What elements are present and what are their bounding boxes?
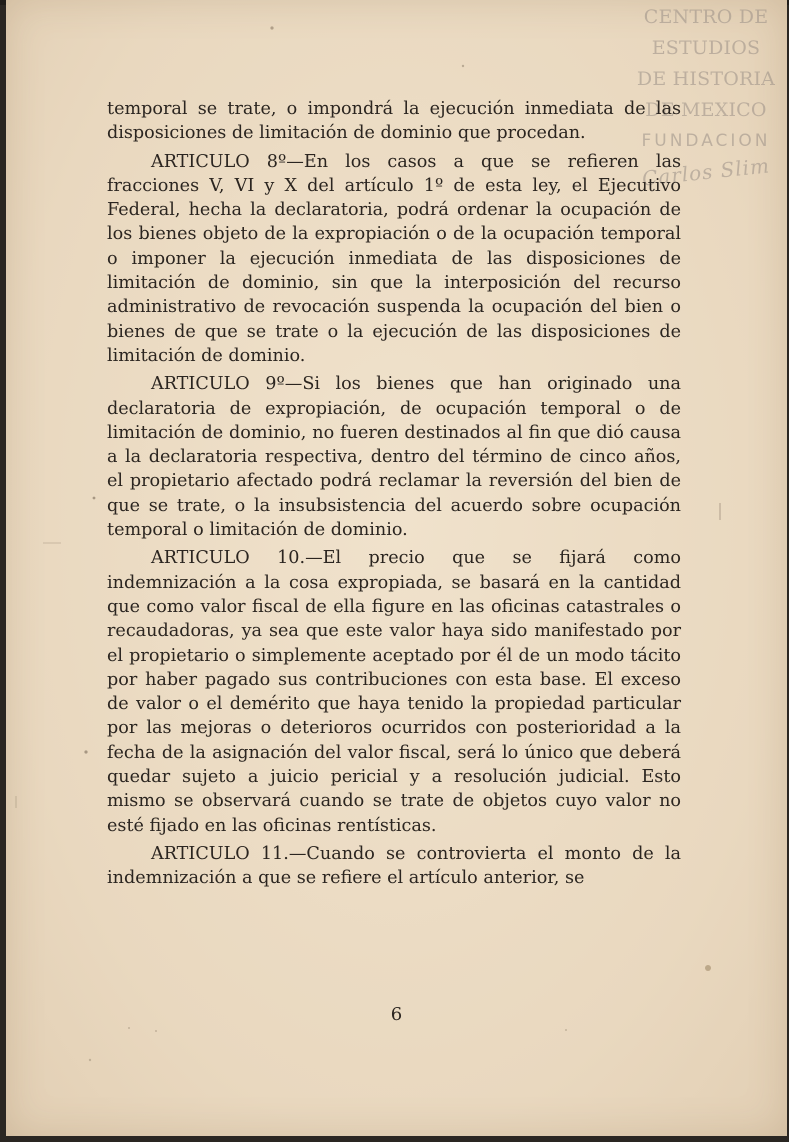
paragraph-articulo-10: ARTICULO 10.—El precio que se fijará como indemnización a la cosa expropiada, se basará en la cantidad que como valor fiscal de ella figure en las oficinas catastrales o recaudadoras, ya sea que este valor haya sido manifestado por el propietario o simplemente aceptado por él de un modo tácito por haber pagado sus contribuciones con esta base. El exceso de valor o el demérito que haya tenido la propiedad particular por las mejoras o deterioros ocurridos con posterioridad a la fecha de la asignación del valor fiscal, será lo único que deberá quedar sujeto a juicio pericial y a resolución judicial. Esto mismo se observará cuando se trate de objetos cuyo valor no esté fijado en las oficinas rentísticas.: [107, 548, 681, 836]
stamp-line: DE HISTORIA: [636, 68, 776, 90]
paragraph-articulo-9: ARTICULO 9º—Si los bienes que han originado una declaratoria de expropiación, de ocupación temporal o de limitación de dominio, no fueren destinados al fin que dió causa a la declaratoria respectiva, dentro del término de cinco años, el propietario afectado podrá reclamar la reversión del bien de que se trate, o la insubsistencia del acuerdo sobre ocupación temporal o limitación de dominio.: [107, 374, 681, 541]
paragraph-articulo-8: ARTICULO 8º—En los casos a que se refieren las fracciones V, VI y X del artículo 1º de esta ley, el Ejecutivo Federal, hecha la declaratoria, podrá ordenar la ocupación de los bienes objeto de la expropiación o de la ocupación temporal o imponer la ejecución inmediata de las disposiciones de limitación de dominio, sin que la interposición del recurso administrativo de revocación suspenda la ocupación del bien o bienes de que se trate o la ejecución de las disposiciones de limitación de dominio.: [107, 151, 681, 366]
stamp-signature: Carlos Slim: [640, 153, 772, 191]
document-page: [6, 0, 787, 1136]
paragraph-articulo-11: ARTICULO 11.—Cuando se controvierta el monto de la indemnización a que se refiere el artículo anterior, se: [107, 843, 681, 889]
body-text: [107, 97, 681, 891]
page-number: 6: [390, 1004, 403, 1025]
paragraph-continuation: temporal se trate, o impondrá la ejecución inmediata de las disposiciones de limitación de dominio que procedan.: [107, 99, 681, 144]
stamp-line: DE MEXICO: [645, 99, 767, 121]
stamp-line: CENTRO DE: [643, 6, 769, 28]
stamp-line: FUNDACION: [641, 131, 771, 151]
stamp-line: ESTUDIOS: [651, 37, 761, 59]
